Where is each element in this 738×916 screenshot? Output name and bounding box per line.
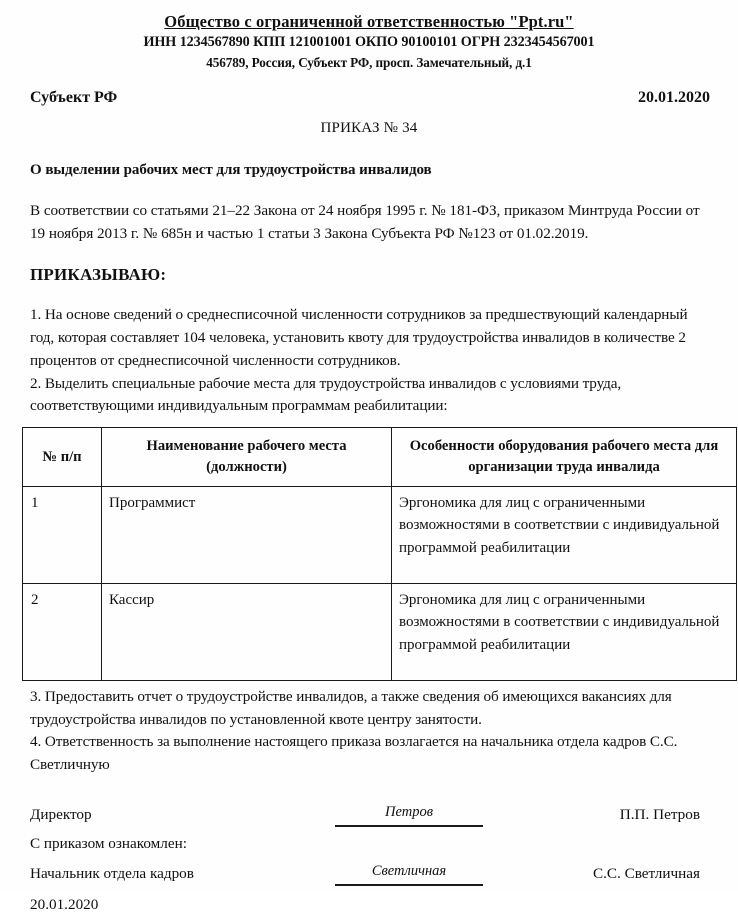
cell-equipment: Эргономика для лиц с ограниченными возможностями в соответствии с индивидуальной программой реабилитации xyxy=(392,583,737,680)
subject-date-row xyxy=(0,89,738,107)
clauses-after-table xyxy=(0,686,738,777)
clause-3: 3. Предоставить отчет о трудоустройстве инвалидов, а также сведения об имеющихся вакансиях для трудоустройства инвалидов по установленной квоте центру занятости. xyxy=(30,687,672,728)
organization-name: Общество с ограниченной ответственностью "Ppt.ru" xyxy=(164,12,574,31)
document-date: 20.01.2020 xyxy=(638,89,710,107)
cell-position-name: Кассир xyxy=(102,583,392,680)
hr-head-handwritten-signature: Светличная xyxy=(371,862,447,879)
letterhead xyxy=(0,0,738,72)
preamble-paragraph: В соответствии со статьями 21–22 Закона от 24 ноября 1995 г. № 181-ФЗ, приказом Минтруда России от 19 ноября 2013 г. № 685н и частью 1 статьи 3 Закона Субъекта РФ №123 от 01.02.2019. xyxy=(30,202,700,243)
column-header-position-name: Наименование рабочего места (должности) xyxy=(102,428,392,486)
column-header-number: № п/п xyxy=(23,428,102,486)
director-signature-area xyxy=(320,804,498,827)
jobs-table-wrapper xyxy=(0,427,738,680)
hr-head-printed-name: С.С. Светличная xyxy=(592,864,700,882)
cell-row-number: 2 xyxy=(23,583,102,680)
table-row xyxy=(23,486,737,583)
decree-keyword: ПРИКАЗЫВАЮ: xyxy=(30,265,167,285)
hr-head-role-label: Начальник отдела кадров xyxy=(30,864,194,882)
subject-rf-label: Субъект РФ xyxy=(30,89,118,107)
clause-1: 1. На основе сведений о среднесписочной численности сотрудников за предшествующий календарный год, которая составляет 104 человека, установить квоту для трудоустройства инвалидов в количестве 2 процентов от среднесписочной численности сотрудников. xyxy=(30,306,688,369)
organization-address: 456789, Россия, Субъект РФ, просп. Замечательный, д.1 xyxy=(206,55,532,71)
jobs-table-head xyxy=(23,428,737,486)
signature-row-hr-head xyxy=(30,863,708,886)
table-header-row xyxy=(23,428,737,486)
acknowledgement-note: С приказом ознакомлен: xyxy=(30,834,187,852)
signature-row-director xyxy=(30,804,708,827)
clauses-before-table xyxy=(0,304,738,418)
column-header-equipment: Особенности оборудования рабочего места для организации труда инвалида xyxy=(392,428,737,486)
director-printed-name: П.П. Петров xyxy=(619,805,700,823)
hr-head-signature-rule xyxy=(335,884,483,886)
director-handwritten-signature: Петров xyxy=(385,803,433,820)
cell-row-number: 1 xyxy=(23,486,102,583)
jobs-table xyxy=(22,427,737,680)
organization-registration-codes: ИНН 1234567890 КПП 121001001 ОКПО 90100101 ОГРН 2323454567001 xyxy=(143,34,595,51)
order-number-line: ПРИКАЗ № 34 xyxy=(320,120,418,137)
table-row xyxy=(23,583,737,680)
cell-equipment: Эргономика для лиц с ограниченными возможностями в соответствии с индивидуальной программой реабилитации xyxy=(392,486,737,583)
jobs-table-body xyxy=(23,486,737,680)
director-role-label: Директор xyxy=(30,805,92,823)
clause-2: 2. Выделить специальные рабочие места для трудоустройства инвалидов с условиями труда, соответствующими индивидуальным программам реабилитации: xyxy=(30,374,622,415)
acknowledgement-date: 20.01.2020 xyxy=(30,895,99,913)
hr-head-signature-area xyxy=(320,863,498,886)
cell-position-name: Программист xyxy=(102,486,392,583)
order-subject-line: О выделении рабочих мест для трудоустройства инвалидов xyxy=(30,162,432,179)
director-signature-rule xyxy=(335,825,483,827)
clause-4: 4. Ответственность за выполнение настоящего приказа возлагается на начальника отдела кадров С.С. Светличную xyxy=(30,733,678,774)
signature-block xyxy=(0,804,738,916)
